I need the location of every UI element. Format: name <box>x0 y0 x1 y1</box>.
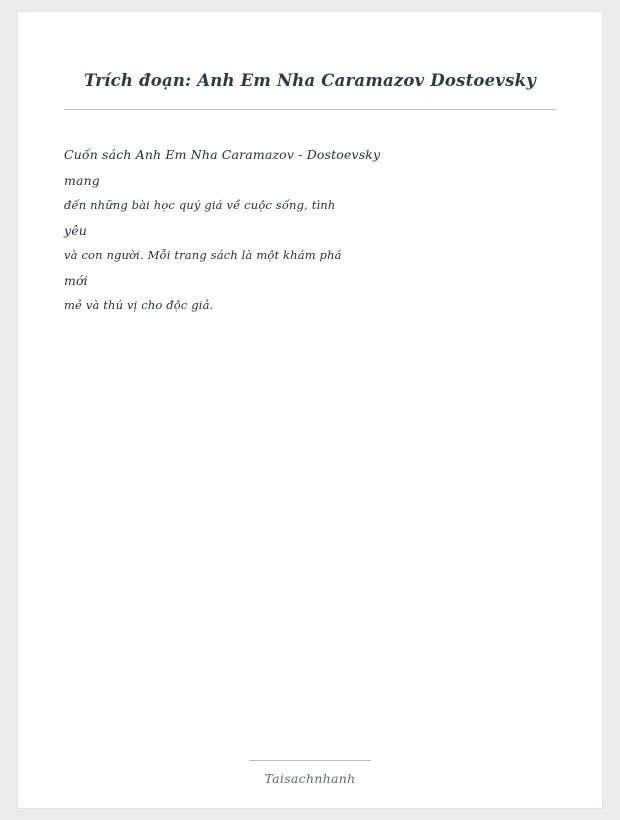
body-line: Cuốn sách Anh Em Nha Caramazov - Dostoevsky <box>64 147 381 163</box>
footer-label: Taisachnhanh <box>264 771 356 786</box>
title-divider <box>64 109 556 110</box>
body-line: mang <box>64 173 100 189</box>
footer-divider <box>249 760 371 761</box>
body-line: mới <box>64 273 88 289</box>
body-line: yêu <box>64 223 87 239</box>
document-page <box>18 12 602 808</box>
page-footer <box>18 760 602 786</box>
page-title: Trích đoạn: Anh Em Nha Caramazov Dostoevsky <box>83 71 536 90</box>
body-line: mẻ và thú vị cho độc giả. <box>64 298 214 313</box>
document-body <box>64 142 556 318</box>
body-line: đến những bài học quý giá về cuộc sống, tình <box>64 198 336 213</box>
body-line: và con người. Mỗi trang sách là một khám phá <box>64 248 342 263</box>
